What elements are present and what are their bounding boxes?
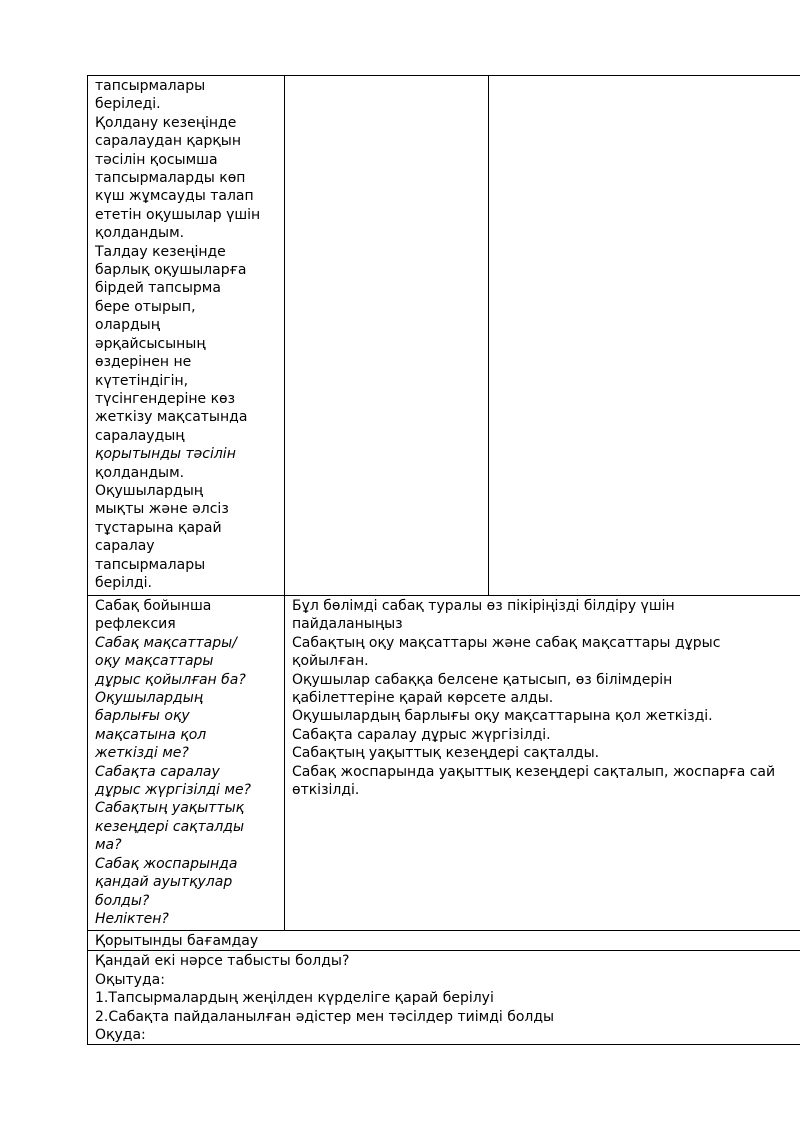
differentiation-text: күш жұмсауды талап <box>95 188 254 205</box>
reflection-question-line <box>95 781 277 799</box>
differentiation-text: Қолдану кезеңінде <box>95 114 237 131</box>
differentiation-line <box>95 482 277 500</box>
reflection-question-text: жеткізді ме? <box>95 745 189 762</box>
differentiation-line <box>95 95 277 113</box>
differentiation-text: тапсырмалары <box>95 78 206 94</box>
differentiation-line <box>95 114 277 132</box>
reflection-question-text: қандай ауытқулар <box>95 874 233 891</box>
summary-text: 1.Тапсырмалардың жеңілден күрделіге қарай берілуі <box>95 990 494 1007</box>
differentiation-text: күтетіндігін, <box>95 372 189 389</box>
reflection-question-text: Сабақ мақсаттары/ <box>95 634 237 651</box>
differentiation-line <box>95 169 277 187</box>
differentiation-line <box>95 537 277 555</box>
reflection-answer-line <box>292 763 800 781</box>
differentiation-cell <box>88 76 285 596</box>
summary-text: Қандай екі нәрсе табысты болды? <box>95 953 350 970</box>
reflection-questions-cell <box>88 596 285 931</box>
summary-cell <box>88 951 800 1045</box>
differentiation-text: саралаудан қарқын <box>95 133 242 150</box>
reflection-question-text: Сабақта саралау <box>95 763 220 780</box>
reflection-answer-line <box>292 707 800 725</box>
reflection-answer-text: Сабақ жоспарында уақыттық кезеңдері сақталып, жоспарға сай <box>292 763 776 780</box>
summary-line <box>95 971 800 989</box>
differentiation-text: қорытынды тәсілін <box>95 446 236 463</box>
differentiation-text: әрқайсысының <box>95 335 206 352</box>
differentiation-text: берілді. <box>95 574 152 591</box>
table-row-summary <box>88 951 800 1045</box>
reflection-answer-text: Сабақта саралау дұрыс жүргізілді. <box>292 726 551 743</box>
differentiation-text: беріледі. <box>95 96 161 113</box>
reflection-question-line <box>95 689 277 707</box>
differentiation-text: ететін оқушылар үшін <box>95 206 261 223</box>
differentiation-line <box>95 500 277 518</box>
reflection-answer-line <box>292 781 800 799</box>
differentiation-text: бірдей тапсырма <box>95 280 221 297</box>
summary-text: Оқытуда: <box>95 971 165 988</box>
reflection-answer-text: Бұл бөлімді сабақ туралы өз пікіріңізді білдіру үшін <box>292 598 675 614</box>
reflection-question-text: дұрыс жүргізілді ме? <box>95 782 251 799</box>
reflection-question-line <box>95 855 277 873</box>
differentiation-text: тәсілін қосымша <box>95 151 218 168</box>
differentiation-line <box>95 224 277 242</box>
differentiation-text: қолдандым. <box>95 225 185 242</box>
reflection-question-text: Сабақ бойынша <box>95 598 212 614</box>
reflection-question-line <box>95 726 277 744</box>
summary-line <box>95 989 800 1007</box>
differentiation-text: жеткізу мақсатында <box>95 409 248 426</box>
differentiation-line <box>95 335 277 353</box>
differentiation-line <box>95 556 277 574</box>
reflection-question-line <box>95 836 277 854</box>
differentiation-line <box>95 151 277 169</box>
reflection-answer-text: Оқушылар сабаққа белсене қатысып, өз білімдерін <box>292 671 673 688</box>
reflection-answer-text: Оқушылардың барлығы оқу мақсаттарына қол жеткізді. <box>292 708 713 725</box>
differentiation-line <box>95 187 277 205</box>
reflection-question-text: мақсатына қол <box>95 726 207 743</box>
differentiation-line <box>95 298 277 316</box>
differentiation-line <box>95 574 277 592</box>
reflection-answer-cell <box>285 596 800 931</box>
reflection-answer-line <box>292 597 800 615</box>
differentiation-text: өздерінен не <box>95 354 192 371</box>
differentiation-text: Оқушылардың <box>95 482 204 499</box>
reflection-question-text: барлығы оқу <box>95 708 190 725</box>
reflection-answer-line <box>292 671 800 689</box>
reflection-question-line <box>95 634 277 652</box>
reflection-question-line <box>95 818 277 836</box>
differentiation-line <box>95 519 277 537</box>
summary-text: Оқуда: <box>95 1027 146 1044</box>
differentiation-line <box>95 243 277 261</box>
reflection-answer-text: пайдаланыңыз <box>292 616 403 633</box>
reflection-answer-line <box>292 615 800 633</box>
differentiation-line <box>95 316 277 334</box>
summary-line <box>95 1008 800 1026</box>
reflection-answer-line <box>292 652 800 670</box>
differentiation-line <box>95 206 277 224</box>
differentiation-text: саралау <box>95 538 155 555</box>
differentiation-text: Талдау кезеңінде <box>95 243 226 260</box>
differentiation-text: барлық оқушыларға <box>95 262 247 279</box>
reflection-answer-text: Сабақтың уақыттық кезеңдері сақталды. <box>292 745 600 762</box>
reflection-question-text: Сабақ жоспарында <box>95 855 238 872</box>
reflection-question-text: Сабақтың уақыттық <box>95 800 245 817</box>
reflection-question-line <box>95 763 277 781</box>
reflection-question-line <box>95 615 277 633</box>
differentiation-line <box>95 261 277 279</box>
reflection-question-line <box>95 652 277 670</box>
reflection-question-line <box>95 671 277 689</box>
reflection-question-text: болды? <box>95 892 150 909</box>
reflection-question-text: рефлексия <box>95 616 176 633</box>
lesson-plan-table <box>87 75 800 1045</box>
reflection-question-line <box>95 597 277 615</box>
summary-title: Қорытынды бағамдау <box>95 933 259 949</box>
health-safety-cell <box>489 76 800 596</box>
differentiation-line <box>95 132 277 150</box>
differentiation-text: бере отырып, <box>95 298 196 315</box>
reflection-question-text: Неліктен? <box>95 910 169 927</box>
assessment-cell <box>285 76 489 596</box>
differentiation-line <box>95 427 277 445</box>
differentiation-text: қолдандым. <box>95 464 185 481</box>
reflection-answer-text: қабілеттеріне қарай көрсете алды. <box>292 690 554 707</box>
differentiation-text: олардың <box>95 317 160 334</box>
reflection-question-text: Оқушылардың <box>95 690 204 707</box>
differentiation-line <box>95 353 277 371</box>
reflection-question-line <box>95 892 277 910</box>
reflection-answer-text: өткізілді. <box>292 782 360 799</box>
summary-title-cell <box>88 931 800 951</box>
differentiation-line <box>95 390 277 408</box>
reflection-question-text: кезеңдері сақталды <box>95 818 245 835</box>
differentiation-line <box>95 279 277 297</box>
differentiation-line <box>95 372 277 390</box>
differentiation-line <box>95 408 277 426</box>
reflection-question-line <box>95 873 277 891</box>
differentiation-text: түсінгендеріне көз <box>95 390 236 407</box>
summary-text: 2.Сабақта пайдаланылған әдістер мен тәсілдер тиімді болды <box>95 1008 555 1025</box>
differentiation-text: мықты және әлсіз <box>95 501 229 518</box>
reflection-question-line <box>95 744 277 762</box>
differentiation-text: тапсырмаларды көп <box>95 170 246 187</box>
table-row-reflection <box>88 596 800 931</box>
reflection-answer-line <box>292 744 800 762</box>
table-row-summary-title <box>88 931 800 951</box>
differentiation-line <box>95 77 277 95</box>
reflection-question-text: ма? <box>95 837 122 854</box>
reflection-question-text: дұрыс қойылған ба? <box>95 671 246 688</box>
reflection-question-text: оқу мақсаттары <box>95 653 214 670</box>
reflection-answer-line <box>292 634 800 652</box>
differentiation-text: тұстарына қарай <box>95 519 222 536</box>
reflection-answer-text: Сабақтың оқу мақсаттары және сабақ мақсаттары дұрыс <box>292 634 721 651</box>
reflection-question-line <box>95 910 277 928</box>
summary-line <box>95 1026 800 1044</box>
differentiation-text: тапсырмалары <box>95 556 206 573</box>
differentiation-line <box>95 464 277 482</box>
summary-line <box>95 952 800 970</box>
table-row-differentiation <box>88 76 800 596</box>
reflection-question-line <box>95 799 277 817</box>
differentiation-line <box>95 445 277 463</box>
reflection-answer-line <box>292 689 800 707</box>
reflection-answer-line <box>292 726 800 744</box>
reflection-question-line <box>95 707 277 725</box>
reflection-answer-text: қойылған. <box>292 653 369 670</box>
differentiation-text: саралаудың <box>95 427 185 444</box>
